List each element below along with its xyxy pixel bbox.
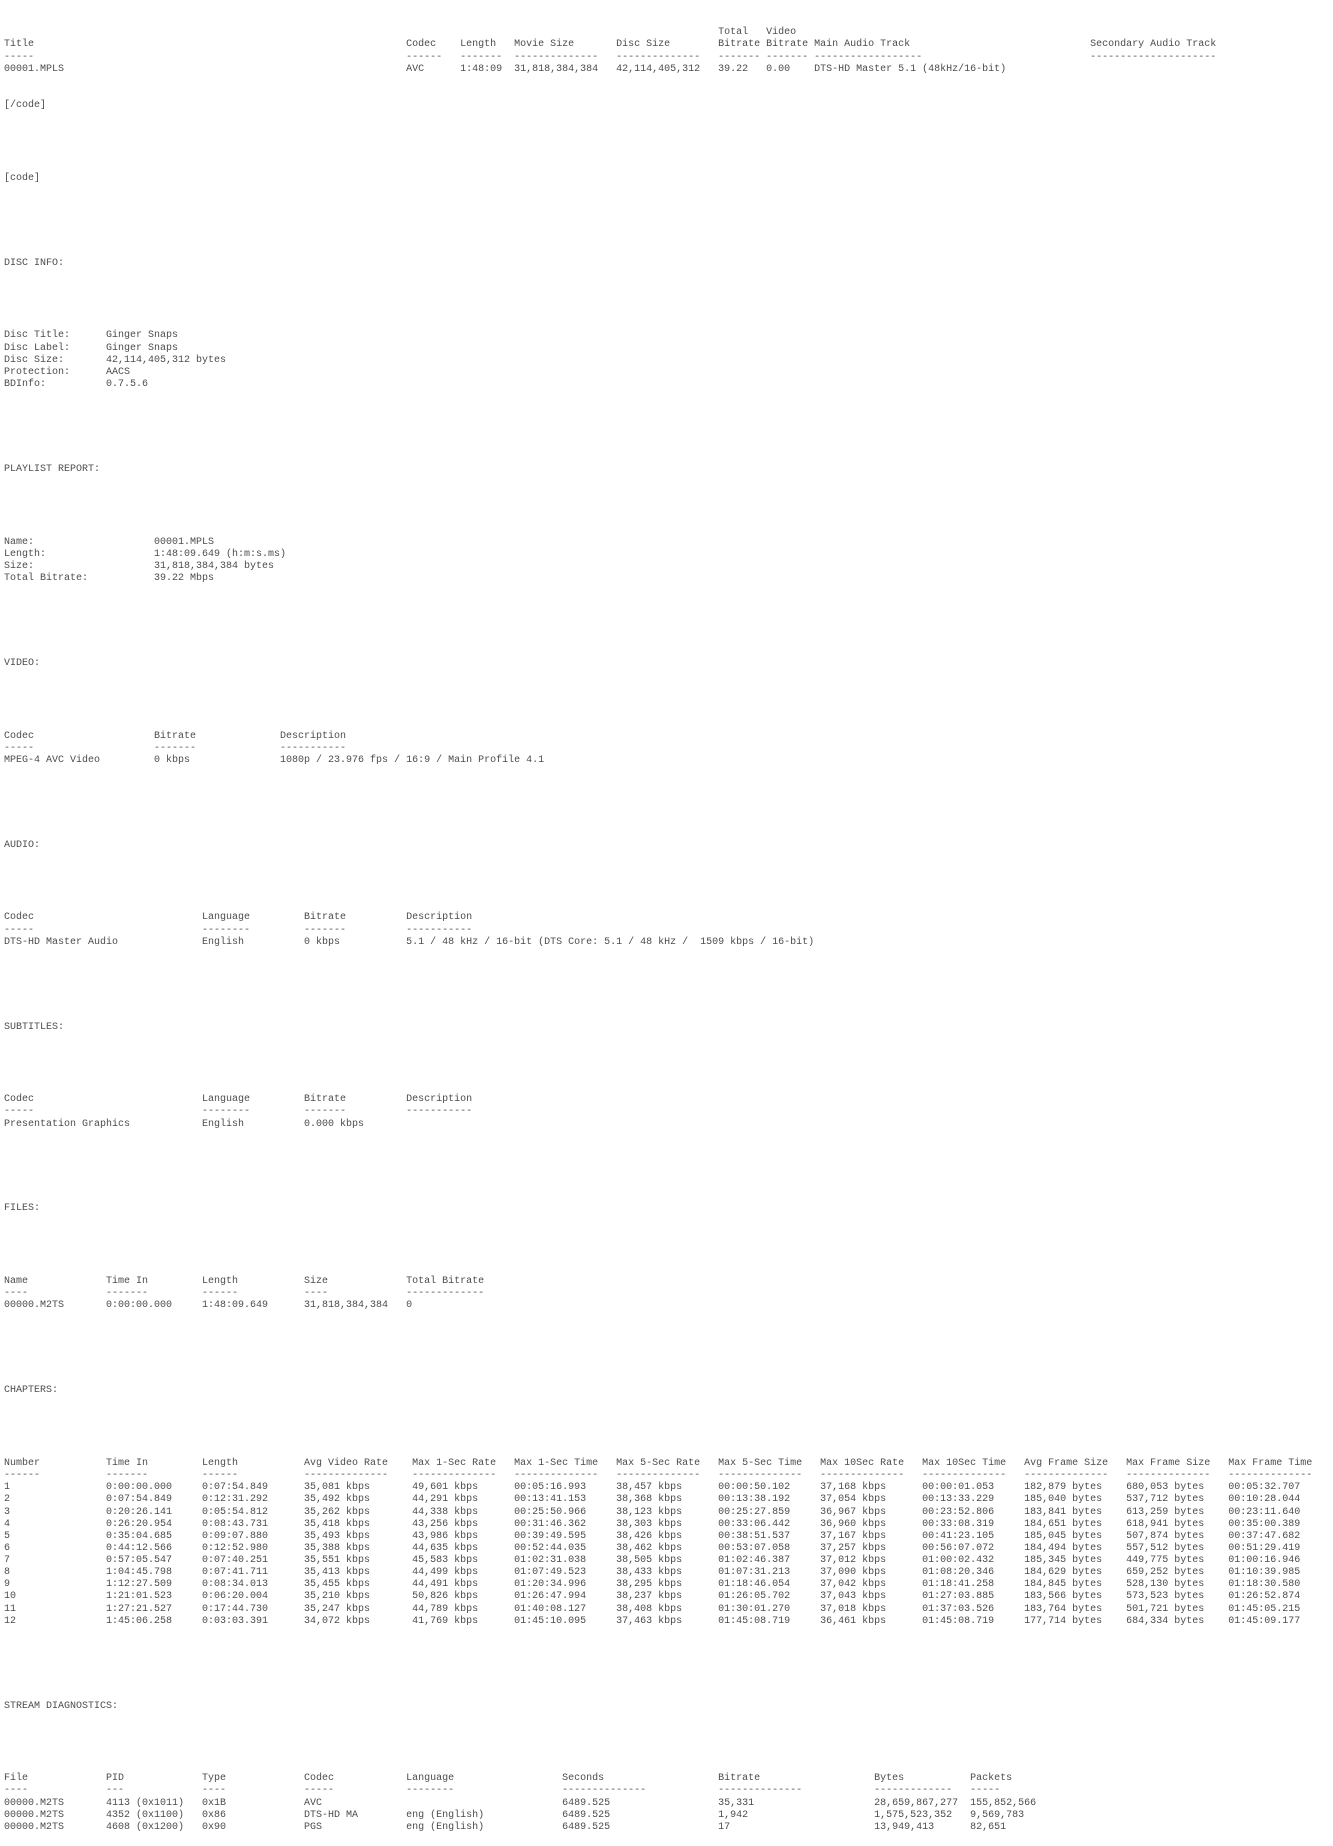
blank-line (4, 694, 1333, 706)
table-header: File PID Type Codec Language Seconds Bitrate Bytes Packets (4, 1773, 1013, 1785)
field-line: Disc Label: Ginger Snaps (4, 342, 179, 354)
table-row: 7 0:57:05.547 0:07:40.251 35,551 kbps 45,583 kbps 01:02:31.038 38,505 kbps 01:02:46.387 37,012 kbps 01:00:02.432 185,345 bytes 449,775 bytes 01:00:16.946 (4, 1555, 1301, 1566)
table-row: 1 0:00:00.000 0:07:54.849 35,081 kbps 49,601 kbps 00:05:16.993 38,457 kbps 00:00:50.102 37,168 kbps 00:00:01.053 182,879 bytes 680,053 bytes 00:05:32.707 (4, 1482, 1301, 1494)
field-line: Size: 31,818,384,384 bytes (4, 560, 275, 572)
summary-table (4, 27, 1333, 76)
table-row: 9 1:12:27.509 0:08:34.013 35,455 kbps 44,491 kbps 01:20:34.996 38,295 kbps 01:18:46.054 37,042 kbps 01:18:41.258 184,845 bytes 528,130 bytes 01:18:30.580 (4, 1579, 1301, 1591)
audio-title: AUDIO: (4, 839, 41, 851)
table-row: MPEG-4 AVC Video 0 kbps 1080p / 23.976 fps / 16:9 / Main Profile 4.1 (4, 754, 545, 766)
subtitles-title: SUBTITLES: (4, 1021, 65, 1033)
table-row: 8 1:04:45.798 0:07:41.711 35,413 kbps 44,499 kbps 01:07:49.523 38,433 kbps 01:07:31.213 37,090 kbps 01:08:20.346 184,629 bytes 659,252 bytes 01:10:39.985 (4, 1567, 1301, 1579)
table-header: Codec Bitrate Description (4, 730, 347, 742)
field-line: Total Bitrate: 39.22 Mbps (4, 572, 215, 584)
table-row: 00001.MPLS AVC 1:48:09 31,818,384,384 42,114,405,312 39.22 0.00 DTS-HD Master 5.1 (48kHz/16-bit) (4, 63, 1007, 75)
table-row: 4 0:26:20.954 0:08:43.731 35,418 kbps 43,256 kbps 00:31:46.362 38,303 kbps 00:33:06.442 36,960 kbps 00:33:08.319 184,651 bytes 618,941 bytes 00:35:00.389 (4, 1518, 1301, 1530)
table-underline: ----- ------ ------- -------------- -------------- ------- ------- ------------------ --------------------- (4, 51, 1217, 63)
table-row: DTS-HD Master Audio English 0 kbps 5.1 / 48 kHz / 16-bit (DTS Core: 5.1 / 48 kHz / 1509 kbps / 16-bit) (4, 936, 815, 948)
disc-info-fields (4, 330, 1333, 391)
table-row: 6 0:44:12.566 0:12:52.980 35,388 kbps 44,635 kbps 00:52:44.035 38,462 kbps 00:53:07.058 37,257 kbps 00:56:07.072 184,494 bytes 557,512 bytes 00:51:29.419 (4, 1542, 1301, 1554)
blank-line (4, 1155, 1333, 1167)
field-line: Disc Title: Ginger Snaps (4, 330, 179, 342)
table-header: Number Time In Length Avg Video Rate Max 1-Sec Rate Max 1-Sec Time Max 5-Sec Rate Max 5-Sec Time Max 10Sec Rate Max 10Sec Time Avg Frame Size Max Frame Size Max Frame Time (4, 1458, 1313, 1469)
video-title: VIDEO: (4, 657, 41, 669)
playlist-report-fields (4, 537, 1333, 586)
table-header: Title Codec Length Movie Size Disc Size Bitrate Bitrate Main Audio Track Secondary Audio Track (4, 39, 1217, 51)
blank-line (4, 1240, 1333, 1252)
files-table (4, 1276, 1333, 1312)
audio-table (4, 912, 1333, 948)
stream-diagnostics-table (4, 1773, 1333, 1834)
table-row: 00000.M2TS 4113 (0x1011) 0x1B AVC 6489.525 35,331 28,659,867,277 155,852,566 (4, 1797, 1037, 1809)
blank-line (4, 500, 1333, 512)
table-row: 00000.M2TS 4608 (0x1200) 0x90 PGS eng (English) 6489.525 17 13,949,413 82,651 (4, 1821, 1007, 1833)
field-line: BDInfo: 0.7.5.6 (4, 378, 149, 390)
blank-line (4, 415, 1333, 427)
chapters-title: CHAPTERS: (4, 1385, 59, 1397)
chapters-table (4, 1458, 1333, 1628)
table-underline: ----- -------- ------- ----------- (4, 1106, 473, 1118)
field-line: Protection: AACS (4, 366, 131, 378)
table-row: 00000.M2TS 4352 (0x1100) 0x86 DTS-HD MA eng (English) 6489.525 1,942 1,575,523,352 9,569,783 (4, 1809, 1025, 1821)
table-underline: ---- ------- ------ ---- ------------- (4, 1288, 485, 1300)
field-line: Disc Size: 42,114,405,312 bytes (4, 354, 227, 366)
blank-line (4, 791, 1333, 803)
blank-line (4, 1652, 1333, 1664)
files-title: FILES: (4, 1203, 41, 1215)
table-row: 3 0:20:26.141 0:05:54.812 35,262 kbps 44,338 kbps 00:25:50.966 38,123 kbps 00:25:27.859 36,967 kbps 00:23:52.806 183,841 bytes 613,259 bytes 00:23:11.640 (4, 1506, 1301, 1518)
table-row: Presentation Graphics English 0.000 kbps (4, 1118, 365, 1130)
video-table (4, 731, 1333, 767)
blank-line (4, 1337, 1333, 1349)
table-header: Codec Language Bitrate Description (4, 1094, 473, 1106)
table-underline: ----- -------- ------- ----------- (4, 924, 473, 936)
table-row: 5 0:35:04.685 0:09:07.880 35,493 kbps 43,986 kbps 00:39:49.595 38,426 kbps 00:38:51.537 37,167 kbps 00:41:23.105 185,045 bytes 507,874 bytes 00:37:47.682 (4, 1530, 1301, 1542)
table-underline: ----- ------- ----------- (4, 742, 347, 754)
blank-line (4, 294, 1333, 306)
blank-line (4, 1737, 1333, 1749)
table-row: 00000.M2TS 0:00:00.000 1:48:09.649 31,818,384,384 0 (4, 1300, 413, 1312)
blank-line (4, 209, 1333, 221)
table-row: 10 1:21:01.523 0:06:20.004 35,210 kbps 50,826 kbps 01:26:47.994 38,237 kbps 01:26:05.702 37,043 kbps 01:27:03.885 183,566 bytes 573,523 bytes 01:26:52.874 (4, 1591, 1301, 1603)
table-header: Codec Language Bitrate Description (4, 912, 473, 924)
field-line: Length: 1:48:09.649 (h:m:s.ms) (4, 548, 287, 560)
table-header: Name Time In Length Size Total Bitrate (4, 1276, 485, 1288)
code-close-tag: [/code] (4, 100, 47, 111)
code-open-tag: [code] (4, 172, 41, 184)
blank-line (4, 973, 1333, 985)
table-pre-header: Total Video (4, 27, 797, 39)
field-line: Name: 00001.MPLS (4, 536, 215, 548)
blank-line (4, 609, 1333, 621)
table-row: 11 1:27:21.527 0:17:44.730 35,247 kbps 44,789 kbps 01:40:08.127 38,408 kbps 01:30:01.270 37,018 kbps 01:37:03.526 183,764 bytes 501,721 bytes 01:45:05.215 (4, 1603, 1301, 1615)
stream-diagnostics-title: STREAM DIAGNOSTICS: (4, 1700, 119, 1712)
table-row: 2 0:07:54.849 0:12:31.292 35,492 kbps 44,291 kbps 00:13:41.153 38,368 kbps 00:13:38.192 37,054 kbps 00:13:33.229 185,040 bytes 537,712 bytes 00:10:28.044 (4, 1494, 1301, 1506)
blank-line (4, 876, 1333, 888)
table-row: 12 1:45:06.258 0:03:03.391 34,072 kbps 41,769 kbps 01:45:10.095 37,463 kbps 01:45:08.719 36,461 kbps 01:45:08.719 177,714 bytes 684,334 bytes 01:45:09.177 (4, 1615, 1301, 1627)
blank-line (4, 136, 1333, 148)
table-underline: ------ ------- ------ -------------- -------------- -------------- -------------- -------------- -------------- -------------- -------------- -------------- -------------- (4, 1470, 1313, 1482)
blank-line (4, 1058, 1333, 1070)
subtitles-table (4, 1094, 1333, 1130)
playlist-report-title: PLAYLIST REPORT: (4, 463, 101, 475)
disc-info-title: DISC INFO: (4, 257, 65, 269)
blank-line (4, 1422, 1333, 1434)
table-underline: ---- --- ---- ----- -------- -------------- -------------- ------------- ----- (4, 1785, 1001, 1797)
